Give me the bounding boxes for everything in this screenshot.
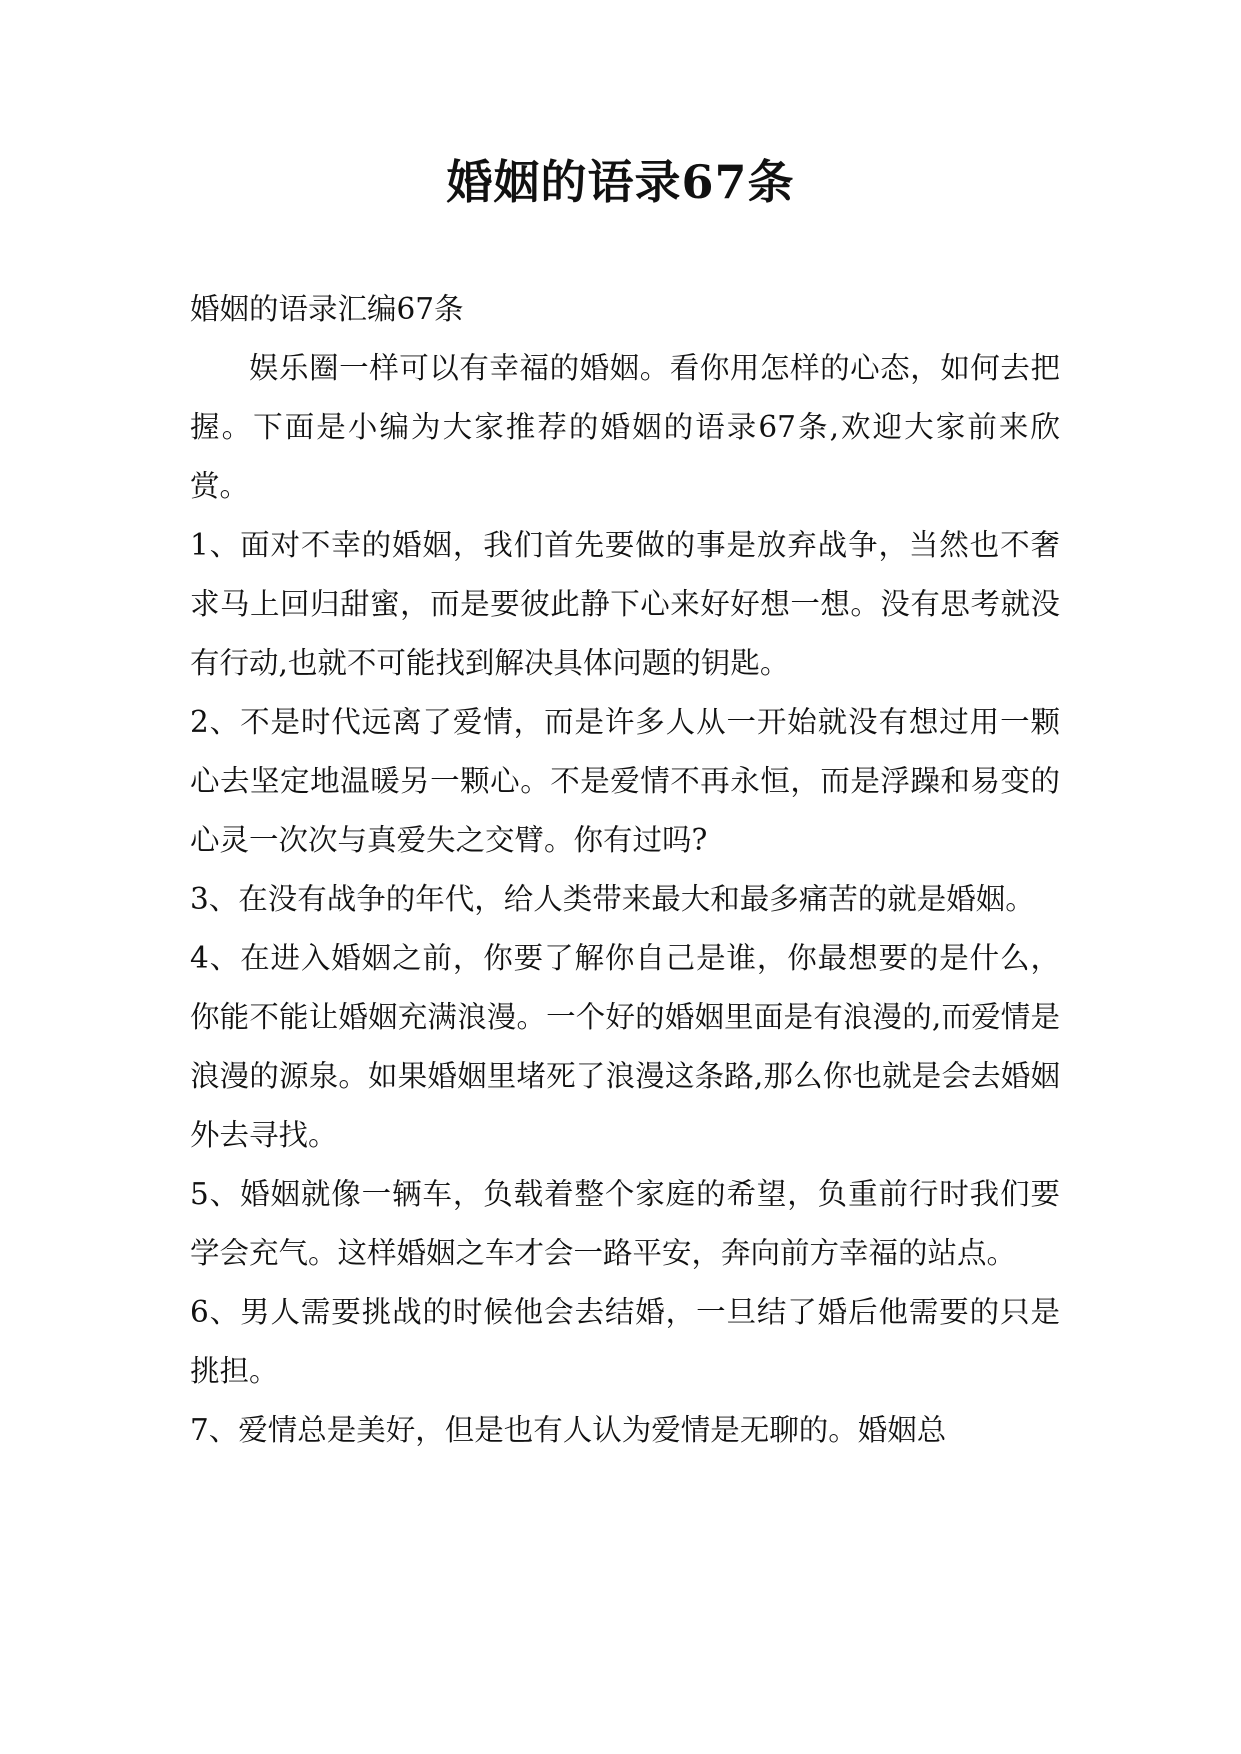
quote-item-1: 1、面对不幸的婚姻，我们首先要做的事是放弃战争，当然也不奢求马上回归甜蜜，而是要彼此静下心来好好想一想。没有思考就没有行动,也就不可能找到解决具体问题的钥匙。 <box>190 528 1060 680</box>
quote-item-3: 3、在没有战争的年代，给人类带来最大和最多痛苦的就是婚姻。 <box>190 882 1035 916</box>
quote-item-5: 5、婚姻就像一辆车，负载着整个家庭的希望，负重前行时我们要学会充气。这样婚姻之车才会一路平安，奔向前方幸福的站点。 <box>190 1177 1060 1270</box>
document-body <box>190 280 1060 1460</box>
intro-paragraph: 娱乐圈一样可以有幸福的婚姻。看你用怎样的心态，如何去把握。下面是小编为大家推荐的婚姻的语录67条,欢迎大家前来欣赏。 <box>190 351 1060 503</box>
document-title: 婚姻的语录67条 <box>446 155 795 209</box>
quote-item-7: 7、爱情总是美好，但是也有人认为爱情是无聊的。婚姻总 <box>190 1413 947 1447</box>
quote-item-4: 4、在进入婚姻之前，你要了解你自己是谁，你最想要的是什么，你能不能让婚姻充满浪漫。一个好的婚姻里面是有浪漫的,而爱情是浪漫的源泉。如果婚姻里堵死了浪漫这条路,那么你也就是会去婚姻外去寻找。 <box>190 941 1060 1152</box>
quote-item-6: 6、男人需要挑战的时候他会去结婚，一旦结了婚后他需要的只是挑担。 <box>190 1295 1060 1388</box>
document-subtitle: 婚姻的语录汇编67条 <box>190 292 464 326</box>
quote-item-2: 2、不是时代远离了爱情，而是许多人从一开始就没有想过用一颗心去坚定地温暖另一颗心。不是爱情不再永恒，而是浮躁和易变的心灵一次次与真爱失之交臂。你有过吗? <box>190 705 1060 857</box>
